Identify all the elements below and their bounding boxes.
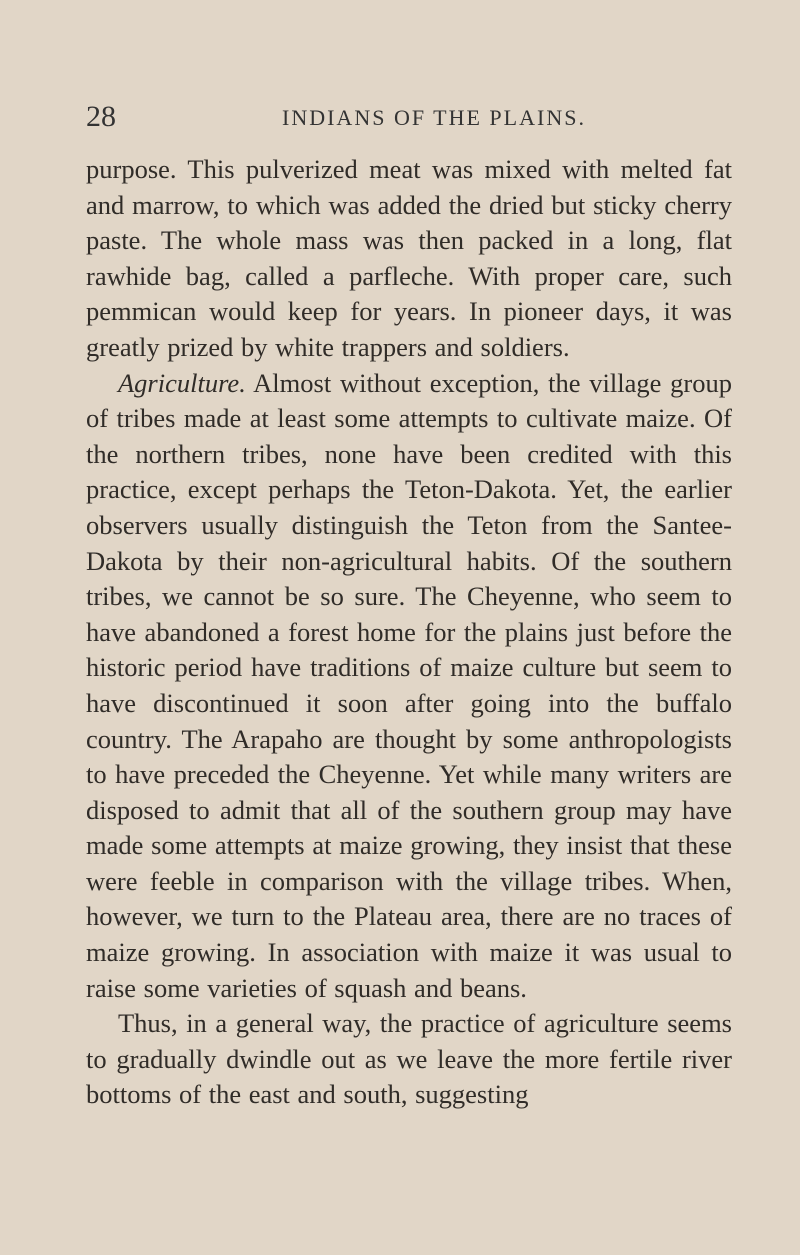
page-number: 28 [86,100,116,133]
page-header [86,97,730,137]
paragraph-pemmican: purpose. This pulverized meat was mixed with melted fat and marrow, to which was added the dried but sticky cherry paste. The whole mass was then packed in a long, flat rawhide bag, called a parfleche. With proper care, such pemmican would keep for years. In pioneer days, it was greatly prized by white trappers and soldiers. [86,154,732,362]
body-text [86,152,732,1113]
paragraph-agriculture [86,366,732,1007]
paragraph-conclusion: Thus, in a general way, the practice of agriculture seems to gradually dwindle out as we leave the more fertile river bottoms of the east and south, suggesting [86,1008,732,1110]
running-head: INDIANS OF THE PLAINS. [282,105,586,130]
paragraph-agriculture-text: Almost without exception, the village group of tribes made at least some attempts to cultivate maize. Of the northern tribes, none have been credited with this practice, except perhaps the Teton-Dakota. Yet, the earlier observers usually distinguish the Teton from the Santee-Dakota by their non-agricultural habits. Of the southern tribes, we cannot be so sure. The Cheyenne, who seem to have abandoned a forest home for the plains just before the historic period have traditions of maize culture but seem to have discontinued it soon after going into the buffalo country. The Arapaho are thought by some anthropologists to have preceded the Cheyenne. Yet while many writers are disposed to admit that all of the southern group may have made some attempts at maize growing, they insist that these were feeble in comparison with the village tribes. When, however, we turn to the Plateau area, there are no traces of maize growing. In association with maize it was usual to raise some varieties of squash and beans. [86,367,732,1003]
section-heading-agriculture: Agriculture. [118,367,246,398]
